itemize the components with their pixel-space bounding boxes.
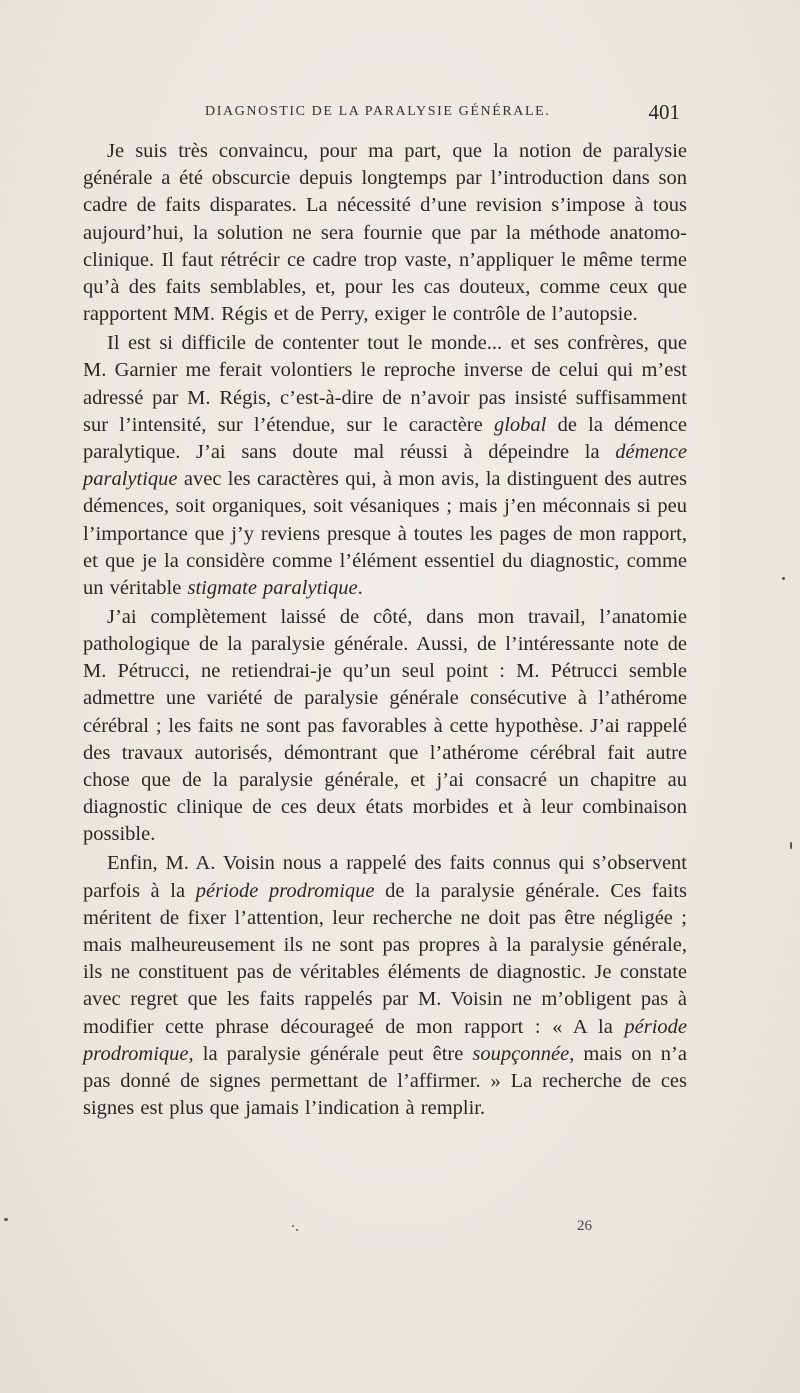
ink-speck [292, 1225, 294, 1227]
text-run: , mais on n’a pas donné de signes permettant de l’affirmer. » La recherche de ces signes est plus que jamais l’indication à remplir. [83, 1042, 687, 1120]
paragraph [83, 850, 687, 1122]
ink-speck [4, 1218, 8, 1221]
body-text [83, 138, 687, 1122]
ink-speck [296, 1229, 298, 1231]
paragraph [83, 330, 687, 602]
italic-text: stigmate paralytique [187, 576, 358, 599]
signature-mark: 26 [577, 1218, 592, 1234]
italic-text: démence paralytique [83, 440, 687, 491]
text-run: , la paralysie générale peut être [188, 1042, 473, 1065]
text-run: . [357, 576, 363, 599]
page-header [205, 100, 685, 130]
text-run: Enfin, M. A. Voisin nous a rappelé des faits connus qui s’observent parfois à la [83, 852, 687, 902]
text-run: Je suis très convaincu, pour ma part, que la notion de paralysie générale a été obscurcie depuis longtemps par l’introduction dans son cadre de faits disparates. La nécessité d’une revision s’impose à tous aujourd’hui, la solution ne sera fournie que par la méthode anatomo-clinique. Il faut rétrécir ce cadre trop vaste, n’appliquer le même terme qu’à des faits semblables, et, pour les cas douteux, comme ceux que rapportent MM. Régis et de Perry, exiger le contrôle de l’autopsie. [83, 140, 687, 326]
text-run: avec les caractères qui, à mon avis, la distinguent des autres démences, soit organiques, soit vésaniques ; mais j’en méconnais si peu l’importance que j’y reviens presque à toutes les pages de mon rapport, et que je la considère comme l’élément essentiel du diagnostic, comme un véritable [83, 468, 687, 599]
text-run: Il est si difficile de contenter tout le monde... et ses confrères, que M. Garnier me ferait volontiers le reproche inverse de celui qui m’est adressé par M. Régis, c’est-à-dire de n’avoir pas insisté suffisamment sur l’intensité, sur l’étendue, sur le caractère [83, 332, 687, 436]
page-number: 401 [648, 100, 680, 124]
text-run: J’ai complètement laissé de côté, dans mon travail, l’anatomie pathologique de la paralysie générale. Aussi, de l’intéressante note de M. Pétrucci, ne retiendrai-je qu’un seul point : M. Pétrucci semble admettre une variété de paralysie générale consécutive à l’athérome cérébral ; les faits ne sont pas favorables à cette hypothèse. J’ai rappelé des travaux autorisés, démontrant que l’athérome cérébral fait autre chose que de la paralysie générale, et j’ai consacré un chapitre au diagnostic clinique de ces deux états morbides et à leur combinaison possible. [83, 605, 687, 846]
ink-speck [782, 577, 785, 580]
ink-speck [790, 842, 792, 849]
running-title: DIAGNOSTIC DE LA PARALYSIE GÉNÉRALE. [205, 104, 551, 119]
italic-text: période prodromique [83, 1015, 687, 1065]
text-run: de la démence paralytique. J’ai sans doute mal réussi à dépeindre la [83, 413, 687, 463]
italic-text: période prodromique [195, 879, 375, 902]
italic-text: global [493, 413, 547, 436]
text-run: de la paralysie générale. Ces faits méritent de fixer l’attention, leur recherche ne doit pas être négligée ; mais malheureusement ils ne sont pas propres à la paralysie générale, ils ne constituent pas de véritables éléments de diagnostic. Je constate avec regret que les faits rappelés par M. Voisin ne m’obligent pas à modifier cette phrase décourageé de mon rapport : « A la [83, 879, 688, 1038]
paragraph [83, 604, 687, 849]
paragraph [83, 138, 687, 328]
italic-text: soupçonnée [472, 1042, 570, 1065]
